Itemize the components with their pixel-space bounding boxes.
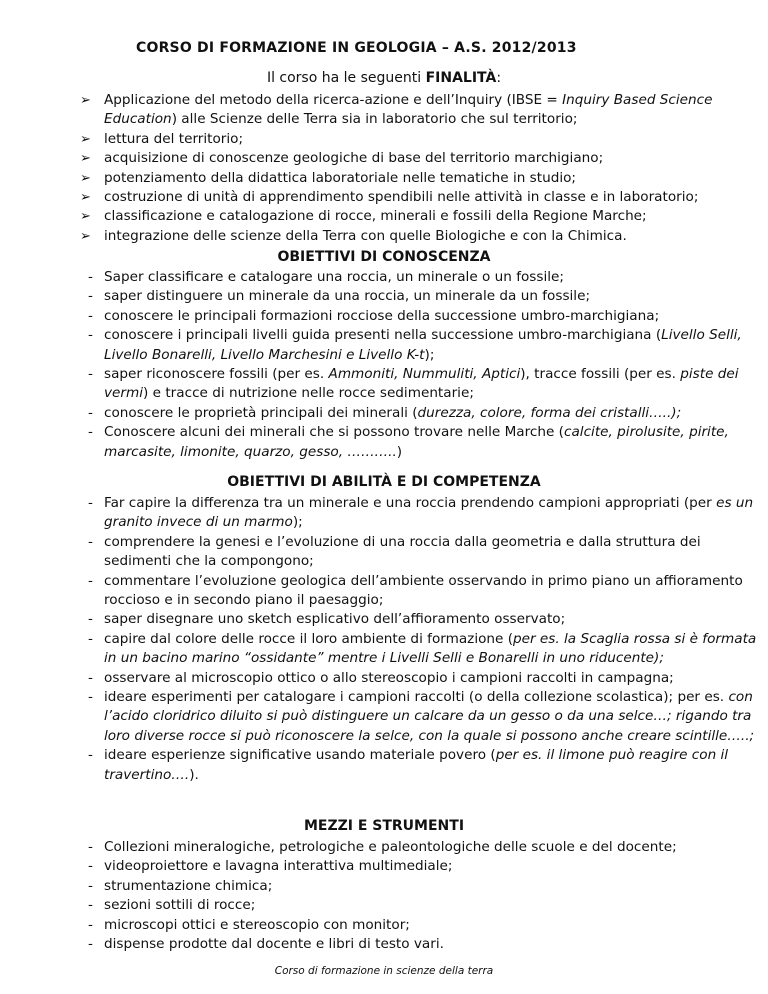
list-item: [80, 130, 760, 149]
bullet-marker: -: [88, 916, 93, 933]
item-text: potenziamento della didattica laboratoriale nelle tematiche in studio;: [104, 169, 576, 186]
item-text: videoproiettore e lavagna interattiva multimediale;: [104, 858, 453, 875]
bullet-marker: -: [88, 936, 93, 953]
italic-text: con l’acido cloridrico diluito si può distinguere un calcare da un gesso o da una selce…; rigando tra loro diverse rocce si può riconoscere la selce, con la quale si possono anche creare scintille…..;: [104, 689, 755, 744]
bullet-marker: ➢: [80, 131, 91, 147]
list-item: [84, 838, 760, 857]
intro-tail: :: [496, 70, 502, 86]
bullet-marker: ➢: [80, 209, 91, 225]
item-text: saper disegnare uno sketch esplicativo dell’affioramento osservato;: [104, 611, 566, 628]
item-text: Conoscere alcuni dei minerali che si possono trovare nelle Marche (: [104, 424, 564, 441]
item-text: acquisizione di conoscenze geologiche di base del territorio marchigiano;: [104, 150, 604, 167]
list-item: [84, 423, 760, 462]
bullet-marker: -: [88, 630, 93, 647]
bullet-marker: -: [88, 404, 93, 421]
bullet-marker: -: [88, 689, 93, 706]
list-item: [84, 630, 760, 669]
bullet-marker: -: [88, 495, 93, 511]
item-text: ), tracce fossili (per es.: [520, 366, 681, 383]
item-text: saper riconoscere fossili (per es.: [104, 366, 329, 383]
page-footer: Corso di formazione in scienze della terra: [274, 965, 494, 977]
bullet-marker: -: [88, 288, 93, 305]
item-text: Far capire la differenza tra un minerale e una roccia prendendo campioni appropriati (per: [104, 495, 717, 511]
list-item: [84, 877, 760, 896]
list-item: [84, 268, 760, 287]
list-item: [84, 365, 760, 404]
italic-text: Inquiry Based Science Education: [104, 92, 713, 128]
item-text: );: [292, 514, 303, 531]
list-item: [80, 227, 760, 246]
item-text: );: [424, 346, 435, 363]
italic-text: es un granito invece di un marmo: [104, 495, 754, 531]
bullet-marker: ➢: [80, 228, 91, 244]
list-item: [84, 669, 760, 688]
list-item: [84, 287, 760, 306]
bullet-marker: -: [88, 839, 93, 855]
item-text: ) e tracce di nutrizione nelle rocce sedimentarie;: [143, 385, 474, 402]
item-text: classificazione e catalogazione di rocce, minerali e fossili della Regione Marche;: [104, 208, 647, 225]
item-text: costruzione di unità di apprendimento spendibili nelle attività in classe e in laboratorio;: [104, 189, 699, 206]
bullet-marker: -: [88, 897, 93, 914]
bullet-marker: -: [88, 533, 93, 550]
section-heading-abilita: OBIETTIVI DI ABILITÀ E DI COMPETENZA: [227, 474, 541, 490]
bullet-marker: -: [88, 858, 93, 875]
item-text: strumentazione chimica;: [104, 877, 273, 894]
italic-text: piste dei vermi: [104, 366, 739, 402]
bullet-marker: ➢: [80, 93, 91, 108]
item-text: ) alle Scienze delle Terra sia in laboratorio che sul territorio;: [171, 111, 578, 128]
item-text: osservare al microscopio ottico o allo stereoscopio i campioni raccolti in campagna;: [104, 669, 674, 686]
list-item: [84, 494, 760, 533]
list-item: [84, 404, 760, 423]
bullet-marker: -: [88, 307, 93, 324]
list-item: [80, 207, 760, 226]
item-text: sezioni sottili di rocce;: [104, 897, 256, 914]
bullet-marker: -: [88, 877, 93, 894]
list-item: [84, 935, 760, 954]
intro-line: [0, 70, 768, 86]
item-text: ): [396, 443, 403, 460]
list-item: [84, 307, 760, 326]
italic-text: per es. il limone può reagire con il travertino….: [104, 747, 729, 783]
list-item: [80, 188, 760, 207]
italic-text: Ammoniti, Nummuliti, Aptici: [328, 366, 521, 383]
bullet-marker: -: [88, 424, 93, 441]
item-text: Collezioni mineralogiche, petrologiche e paleontologiche delle scuole e del docente;: [104, 839, 677, 855]
item-text: microscopi ottici e stereoscopio con monitor;: [104, 916, 410, 933]
list-item: [80, 149, 760, 168]
list-item: [84, 916, 760, 935]
italic-text: per es. la Scaglia rossa si è formata in un bacino marino “ossidante” mentre i Livelli Selli e Bonarelli in uno riducente);: [104, 630, 757, 667]
list-item: [80, 169, 760, 188]
item-text: Applicazione del metodo della ricerca-azione e dell’Inquiry (IBSE =: [104, 92, 563, 108]
mezzi-list: [84, 838, 760, 954]
item-text: Saper classificare e catalogare una roccia, un minerale o un fossile;: [104, 269, 564, 285]
list-item: [84, 610, 760, 629]
item-text: integrazione delle scienze della Terra con quelle Biologiche e con la Chimica.: [104, 227, 627, 244]
item-text: capire dal colore delle rocce il loro ambiente di formazione (: [104, 630, 514, 647]
item-text: ideare esperienze significative usando materiale povero (: [104, 747, 496, 764]
bullet-marker: -: [88, 366, 93, 383]
bullet-marker: ➢: [80, 190, 91, 206]
bullet-marker: -: [88, 572, 93, 589]
list-item: [84, 572, 760, 611]
list-item: [84, 857, 760, 876]
bullet-marker: -: [88, 669, 93, 686]
list-item: [84, 533, 760, 572]
intro-bold: FINALITÀ: [425, 70, 497, 86]
intro-text: Il corso ha le seguenti: [266, 70, 426, 86]
item-text: lettura del territorio;: [104, 130, 244, 147]
item-text: commentare l’evoluzione geologica dell’ambiente osservando in primo piano un affioramento roccioso e in secondo piano il paesaggio;: [104, 572, 743, 609]
list-item: [84, 688, 760, 746]
item-text: conoscere i principali livelli guida presenti nella successione umbro-marchigiana (: [104, 327, 662, 344]
list-item: [84, 746, 760, 785]
italic-text: calcite, pirolusite, pirite, marcasite, limonite, quarzo, gesso, ………..: [104, 424, 729, 460]
bullet-marker: ➢: [80, 151, 91, 167]
bullet-marker: -: [88, 327, 93, 344]
italic-text: durezza, colore, forma dei cristalli…..);: [417, 404, 682, 421]
list-item: [80, 91, 760, 130]
bullet-marker: ➢: [80, 170, 91, 186]
conoscenza-list: [84, 268, 760, 462]
list-item: [84, 896, 760, 915]
item-text: conoscere le principali formazioni rocciose della successione umbro-marchigiana;: [104, 307, 660, 324]
bullet-marker: -: [88, 611, 93, 628]
item-text: ).: [189, 766, 199, 783]
finalita-list: [80, 91, 760, 246]
item-text: dispense prodotte dal docente e libri di testo vari.: [104, 936, 444, 953]
item-text: comprendere la genesi e l’evoluzione di una roccia dalla geometria e dalla struttura dei sedimenti che la compongono;: [104, 533, 701, 570]
bullet-marker: -: [88, 747, 93, 764]
abilita-list: [84, 494, 760, 785]
italic-text: Livello Selli, Livello Bonarelli, Livello Marchesini e Livello K-t: [104, 327, 742, 363]
bullet-marker: -: [88, 269, 93, 285]
item-text: saper distinguere un minerale da una roccia, un minerale da un fossile;: [104, 288, 591, 305]
section-heading-mezzi: MEZZI E STRUMENTI: [303, 818, 465, 834]
item-text: conoscere le proprietà principali dei minerali (: [104, 404, 418, 421]
list-item: [84, 326, 760, 365]
section-heading-conoscenza: OBIETTIVI DI CONOSCENZA: [277, 249, 491, 265]
document-title: CORSO DI FORMAZIONE IN GEOLOGIA – A.S. 2012/2013: [136, 40, 577, 56]
item-text: ideare esperimenti per catalogare i campioni raccolti (o della collezione scolastica); per es.: [104, 689, 729, 706]
